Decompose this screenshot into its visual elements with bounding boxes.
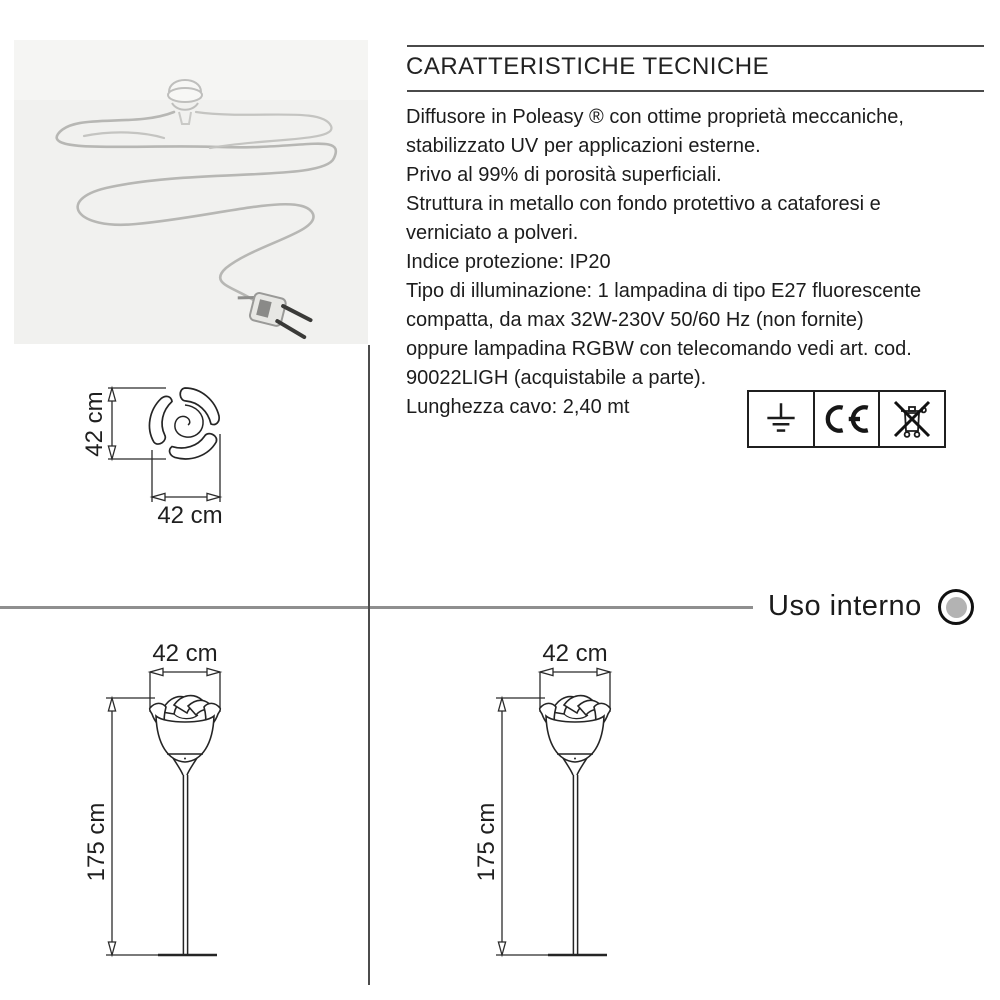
ce-mark-icon bbox=[821, 402, 873, 436]
usage-label: Uso interno bbox=[768, 590, 922, 622]
spec-line: 90022LIGH (acquistabile a parte). bbox=[406, 367, 707, 389]
lamp1-height-label: 175 cm bbox=[83, 802, 110, 882]
cert-cell-ground bbox=[749, 392, 813, 446]
horizontal-divider bbox=[0, 606, 753, 609]
spec-line: Diffusore in Poleasy ® con ottime proprietà meccaniche, bbox=[406, 106, 904, 128]
lamp2-height-label: 175 cm bbox=[473, 802, 500, 882]
header-rule-bottom bbox=[407, 90, 984, 92]
spec-line: stabilizzato UV per applicazioni esterne. bbox=[406, 135, 761, 157]
weee-crossed-bin-icon bbox=[890, 397, 934, 441]
top-view-height-label: 42 cm bbox=[81, 391, 108, 457]
product-photo bbox=[14, 40, 368, 344]
spec-line: Indice protezione: IP20 bbox=[406, 251, 611, 273]
spec-line: Struttura in metallo con fondo protettivo a cataforesi e bbox=[406, 193, 881, 215]
spec-line: Tipo di illuminazione: 1 lampadina di tipo E27 fluorescente bbox=[406, 280, 922, 302]
certification-box bbox=[747, 390, 946, 448]
lamp1-width-label: 42 cm bbox=[152, 640, 218, 667]
cert-cell-ce bbox=[813, 392, 879, 446]
spec-line: Privo al 99% di porosità superficiali. bbox=[406, 164, 722, 186]
cert-cell-weee bbox=[878, 392, 944, 446]
spec-line: compatta, da max 32W-230V 50/60 Hz (non fornite) bbox=[406, 309, 864, 331]
spec-line: verniciato a polveri. bbox=[406, 222, 579, 244]
lamp2-width-label: 42 cm bbox=[542, 640, 608, 667]
spec-line: oppure lampadina RGBW con telecomando vedi art. cod. bbox=[406, 338, 912, 360]
indicator-inner-dot bbox=[946, 597, 967, 618]
top-view-width-label: 42 cm bbox=[157, 502, 223, 529]
cable-and-plug-photo-illustration bbox=[14, 40, 368, 344]
indoor-use-indicator-icon bbox=[938, 589, 974, 625]
header-rule-top bbox=[407, 45, 984, 47]
technical-specs-text bbox=[406, 103, 966, 422]
earth-ground-icon bbox=[760, 398, 802, 440]
page-title: CARATTERISTICHE TECNICHE bbox=[406, 53, 770, 80]
vertical-divider bbox=[368, 345, 370, 985]
spec-line: Lunghezza cavo: 2,40 mt bbox=[406, 396, 630, 418]
